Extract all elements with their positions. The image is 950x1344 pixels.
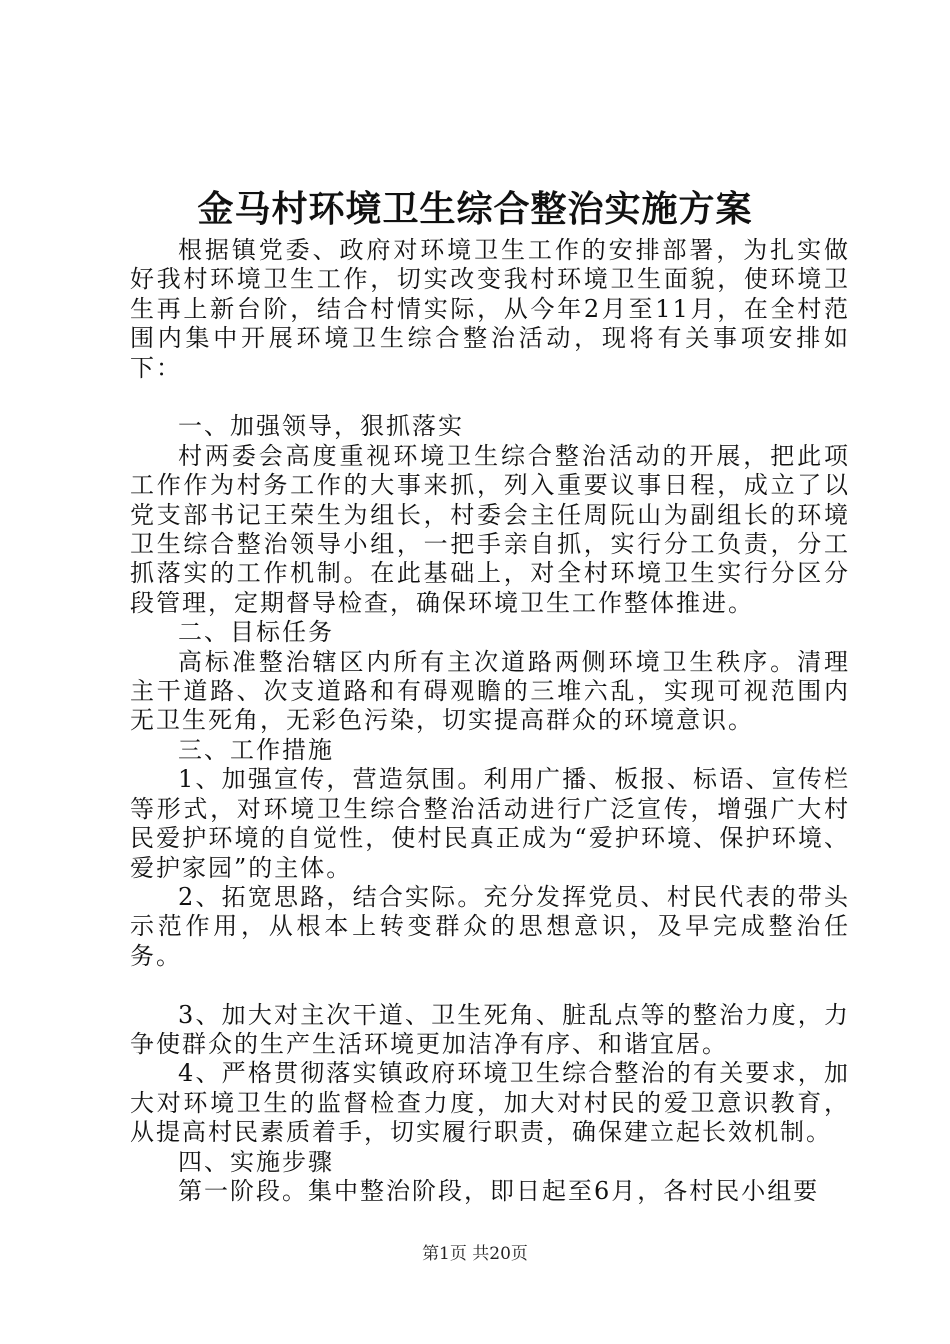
measure-3-paragraph: 3、加大对主次干道、卫生死角、脏乱点等的整治力度，力争使群众的生产生活环境更加洁净有序、和谐宜居。 — [130, 1000, 850, 1058]
section-2-paragraph: 高标准整治辖区内所有主次道路两侧环境卫生秩序。清理主干道路、次支道路和有碍观瞻的三堆六乱，实现可视范围内无卫生死角，无彩色污染，切实提高群众的环境意识。 — [130, 647, 850, 735]
measure-2-paragraph: 2、拓宽思路，结合实际。充分发挥党员、村民代表的带头示范作用，从根本上转变群众的思想意识，及早完成整治任务。 — [130, 882, 850, 970]
measure-4-paragraph: 4、严格贯彻落实镇政府环境卫生综合整治的有关要求，加大对环境卫生的监督检查力度，加大对村民的爱卫意识教育，从提高村民素质着手，切实履行职责，确保建立起长效机制。 — [130, 1059, 850, 1147]
measure-1-paragraph: 1、加强宣传，营造氛围。利用广播、板报、标语、宣传栏等形式，对环境卫生综合整治活动进行广泛宣传，增强广大村民爱护环境的自觉性，使村民真正成为“爱护环境、保护环境、爱护家园”的主体。 — [130, 765, 850, 882]
section-1-paragraph: 村两委会高度重视环境卫生综合整治活动的开展，把此项工作作为村务工作的大事来抓，列入重要议事日程，成立了以党支部书记王荣生为组长，村委会主任周阮山为副组长的环境卫生综合整治领导小组，一把手亲自抓，实行分工负责，分工抓落实的工作机制。在此基础上，对全村环境卫生实行分区分段管理，定期督导检查，确保环境卫生工作整体推进。 — [130, 441, 850, 617]
intro-paragraph: 根据镇党委、政府对环境卫生工作的安排部署，为扎实做好我村环境卫生工作，切实改变我村环境卫生面貌，使环境卫生再上新台阶，结合村情实际，从今年2月至11月，在全村范围内集中开展环境卫生综合整治活动，现将有关事项安排如下： — [130, 236, 850, 382]
page-footer: 第1页 共20页 — [422, 1244, 528, 1264]
step-1-paragraph: 第一阶段。集中整治阶段，即日起至6月，各村民小组要 — [178, 1176, 820, 1205]
document-body — [130, 236, 850, 1206]
section-heading-1: 一、加强领导，狠抓落实 — [178, 412, 464, 441]
section-heading-2: 二、目标任务 — [178, 618, 334, 647]
section-heading-3: 三、工作措施 — [178, 735, 334, 764]
document-title: 金马村环境卫生综合整治实施方案 — [197, 188, 753, 230]
section-heading-4: 四、实施步骤 — [178, 1147, 334, 1176]
